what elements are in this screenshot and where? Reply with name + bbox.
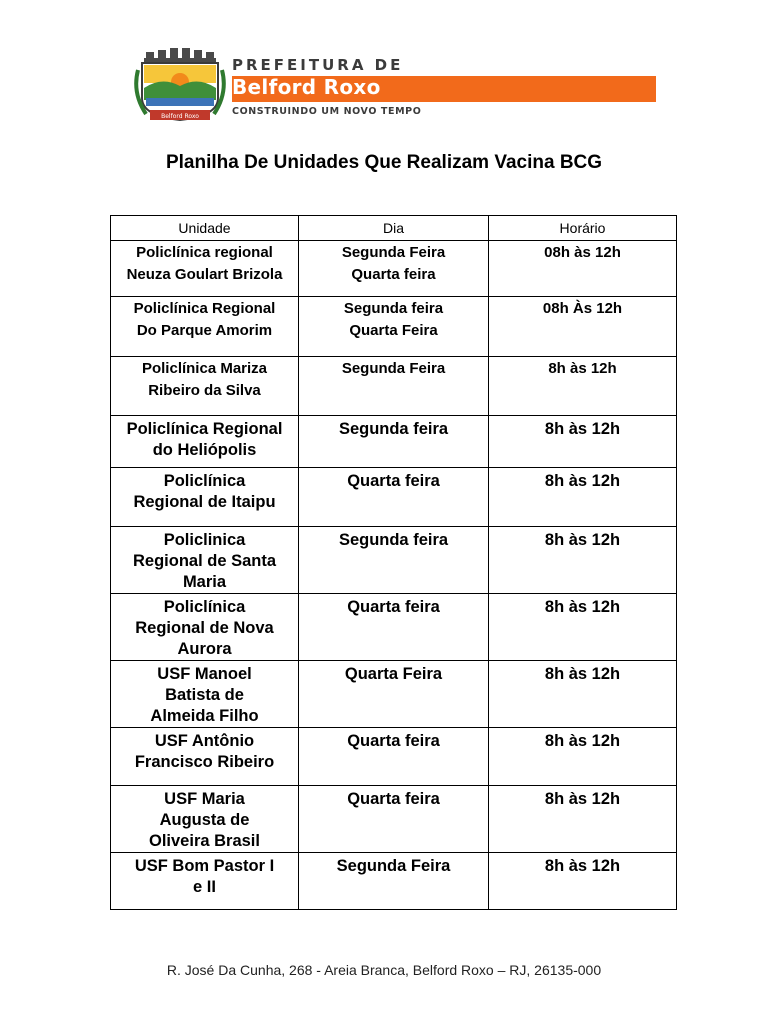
table-row	[111, 853, 677, 910]
cell-unidade	[111, 594, 299, 661]
city-crest-logo	[132, 48, 230, 124]
cell-unidade	[111, 661, 299, 728]
cell-unidade	[111, 241, 299, 297]
cell-horario-line: 8h às 12h	[544, 472, 621, 490]
cell-dia-line: Segunda Feira	[336, 857, 451, 875]
cell-unidade-line: Regional de Santa	[132, 552, 277, 570]
cell-dia	[299, 853, 489, 910]
svg-text:Belford Roxo: Belford Roxo	[161, 113, 199, 120]
cell-horario-line: 8h às 12h	[548, 360, 617, 377]
cell-unidade	[111, 728, 299, 786]
cell-unidade-line: Regional de Itaipu	[133, 493, 276, 511]
cell-dia	[299, 468, 489, 527]
cell-unidade-line: Almeida Filho	[150, 707, 259, 725]
cell-dia	[299, 416, 489, 468]
cell-unidade-line: Ribeiro da Silva	[148, 382, 261, 399]
cell-dia	[299, 357, 489, 416]
cell-horario-line: 08h às 12h	[544, 244, 621, 261]
cell-unidade-line: Policlínica	[163, 472, 246, 490]
cell-dia	[299, 297, 489, 357]
cell-unidade-line: Oliveira Brasil	[149, 832, 260, 850]
cell-horario-line: 8h às 12h	[544, 598, 621, 616]
cell-unidade-line: USF Manoel	[157, 665, 252, 683]
cell-unidade	[111, 416, 299, 468]
cell-unidade-line: Francisco Ribeiro	[134, 753, 275, 771]
cell-dia-line: Quarta feira	[347, 790, 440, 808]
table-header-row	[111, 216, 677, 241]
cell-dia	[299, 594, 489, 661]
cell-unidade-line: Maria	[182, 573, 227, 591]
cell-dia-line: Quarta feira	[347, 598, 440, 616]
table-row	[111, 786, 677, 853]
cell-horario-line: 8h às 12h	[544, 857, 621, 875]
table-row	[111, 297, 677, 357]
cell-horario	[489, 853, 677, 910]
cell-dia	[299, 527, 489, 594]
cell-horario-line: 8h às 12h	[544, 790, 621, 808]
cell-dia-line: Quarta Feira	[349, 322, 438, 339]
cell-unidade	[111, 297, 299, 357]
cell-unidade-line: Policlínica Regional	[126, 420, 283, 438]
letterhead	[132, 48, 656, 124]
cell-dia-line: Segunda Feira	[341, 360, 446, 377]
column-header-horario: Horário	[489, 216, 677, 241]
column-header-dia: Dia	[299, 216, 489, 241]
footer-address: R. José Da Cunha, 268 - Areia Branca, Belford Roxo – RJ, 26135-000	[166, 962, 602, 978]
cell-dia-line: Quarta feira	[347, 732, 440, 750]
table-row	[111, 661, 677, 728]
cell-dia-line: Quarta feira	[347, 472, 440, 490]
cell-unidade-line: Policlínica	[163, 598, 246, 616]
cell-unidade	[111, 357, 299, 416]
cell-horario-line: 8h às 12h	[544, 420, 621, 438]
cell-horario-line: 8h às 12h	[544, 665, 621, 683]
column-header-unidade: Unidade	[111, 216, 299, 241]
cell-horario	[489, 297, 677, 357]
cell-horario	[489, 661, 677, 728]
cell-dia-line: Quarta Feira	[344, 665, 443, 683]
cell-dia	[299, 241, 489, 297]
cell-unidade-line: Policlínica regional	[136, 244, 273, 261]
cell-unidade	[111, 468, 299, 527]
cell-horario-line: 8h às 12h	[544, 531, 621, 549]
cell-unidade-line: Aurora	[177, 640, 232, 658]
cell-dia-line: Quarta feira	[351, 266, 436, 283]
brand-prefix: PREFEITURA DE	[232, 56, 404, 74]
cell-unidade	[111, 786, 299, 853]
brand-city-name: Belford Roxo	[232, 75, 381, 99]
cell-unidade-line: USF Maria	[164, 790, 245, 808]
cell-horario	[489, 357, 677, 416]
cell-unidade	[111, 853, 299, 910]
cell-horario	[489, 241, 677, 297]
table-row	[111, 241, 677, 297]
cell-dia-line: Segunda Feira	[341, 244, 446, 261]
cell-horario-line: 8h às 12h	[544, 732, 621, 750]
brand-slogan: CONSTRUINDO UM NOVO TEMPO	[232, 106, 422, 117]
table-row	[111, 728, 677, 786]
cell-dia	[299, 728, 489, 786]
cell-horario	[489, 527, 677, 594]
cell-dia	[299, 786, 489, 853]
cell-dia-line: Segunda feira	[343, 300, 444, 317]
cell-unidade	[111, 527, 299, 594]
table-row	[111, 527, 677, 594]
cell-unidade-line: do Heliópolis	[152, 441, 257, 459]
table-row	[111, 594, 677, 661]
bcg-units-table	[110, 215, 677, 910]
cell-unidade-line: Augusta de	[159, 811, 250, 829]
cell-dia-line: Segunda feira	[338, 420, 449, 438]
cell-unidade-line: Neuza Goulart Brizola	[126, 266, 283, 283]
cell-unidade-line: Batista de	[165, 686, 244, 704]
cell-unidade-line: USF Bom Pastor I	[134, 857, 275, 875]
cell-unidade-line: Policlinica	[163, 531, 246, 549]
cell-horario	[489, 416, 677, 468]
cell-horario	[489, 594, 677, 661]
table-row	[111, 416, 677, 468]
cell-unidade-line: USF Antônio	[154, 732, 255, 750]
cell-horario	[489, 468, 677, 527]
cell-unidade-line: Policlínica Mariza	[141, 360, 268, 377]
cell-dia-line: Segunda feira	[338, 531, 449, 549]
cell-unidade-line: Regional de Nova	[135, 619, 274, 637]
cell-horario-line: 08h Às 12h	[542, 300, 623, 317]
page-title: Planilha De Unidades Que Realizam Vacina BCG	[165, 152, 603, 173]
table-row	[111, 357, 677, 416]
table-row	[111, 468, 677, 527]
cell-unidade-line: Do Parque Amorim	[136, 322, 273, 339]
cell-dia	[299, 661, 489, 728]
cell-unidade-line: e II	[193, 878, 216, 896]
cell-horario	[489, 786, 677, 853]
cell-unidade-line: Policlínica Regional	[133, 300, 276, 317]
cell-horario	[489, 728, 677, 786]
